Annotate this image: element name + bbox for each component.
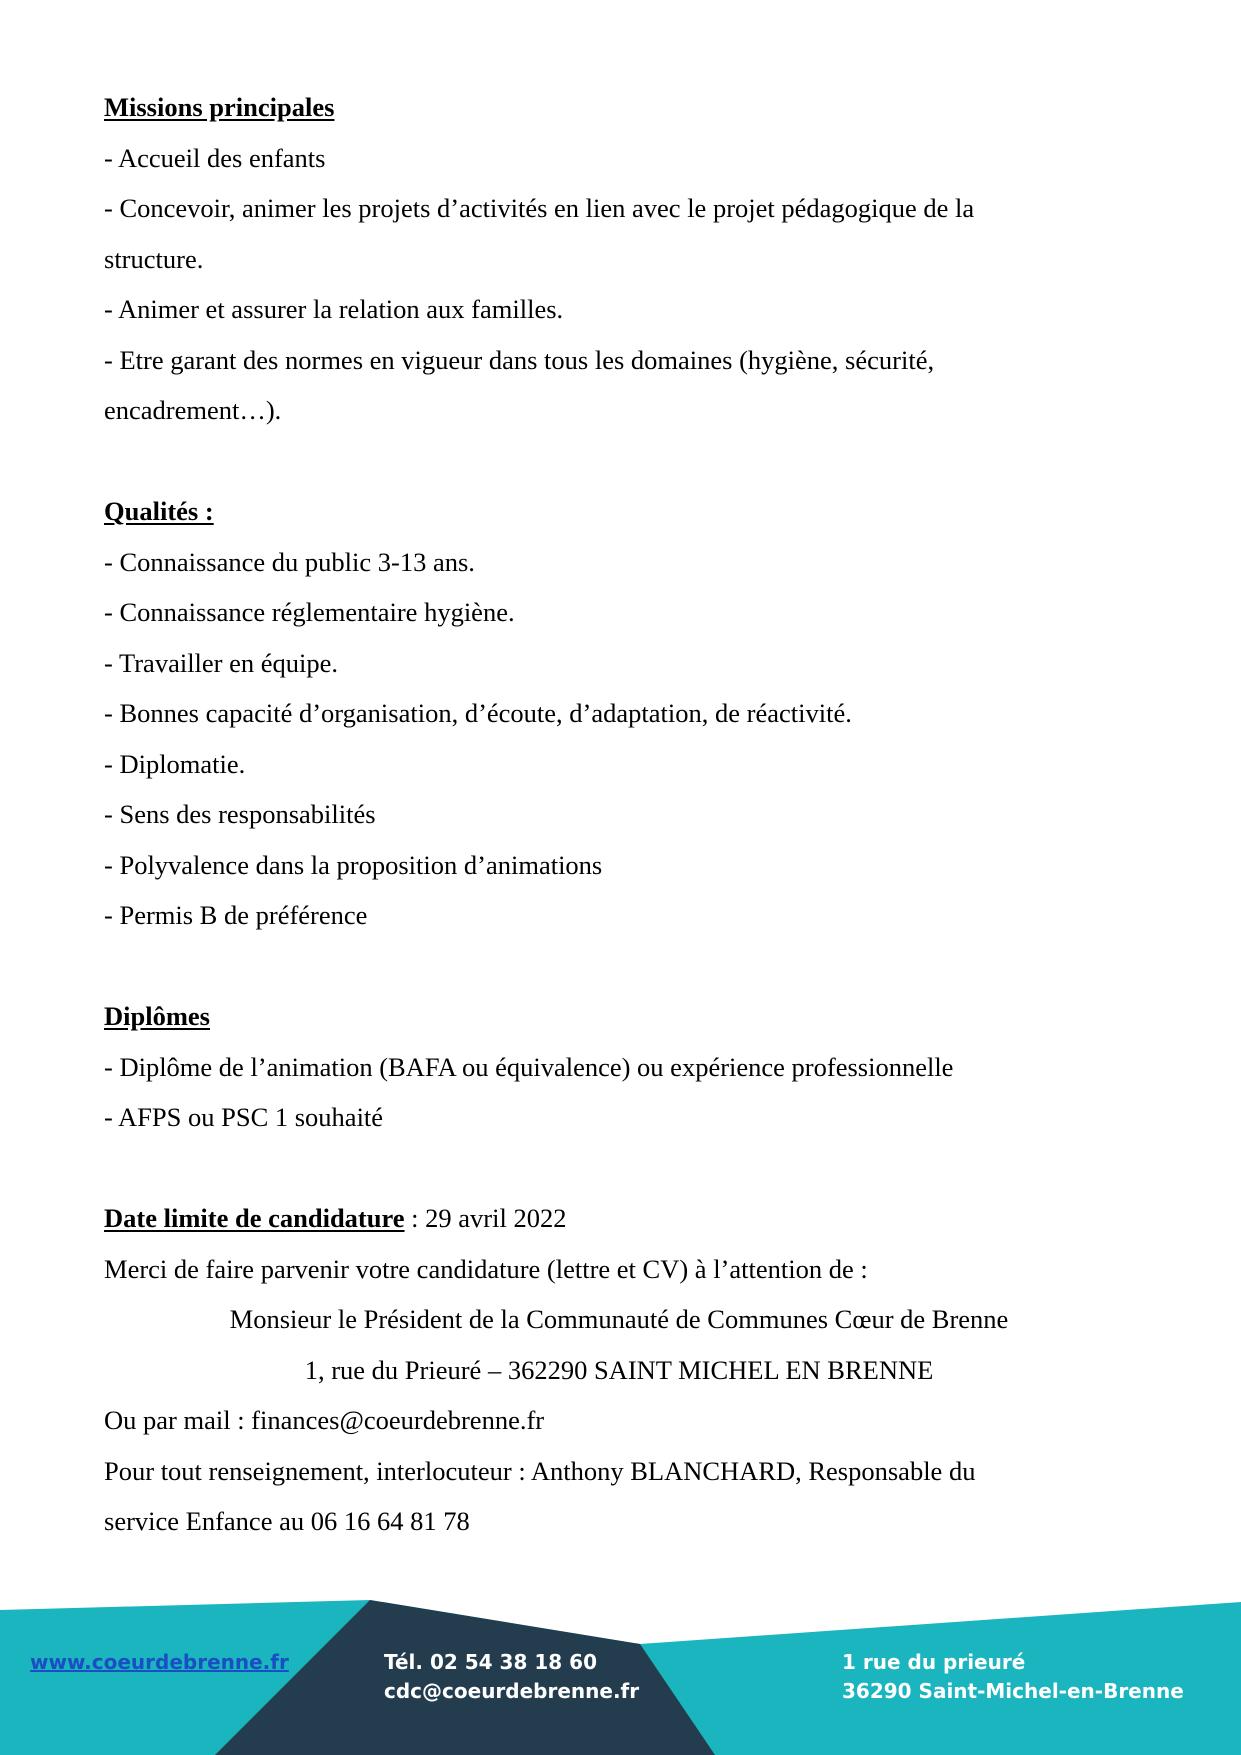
recipient-line <box>0 1294 1134 1345</box>
qualites-item: - Connaissance réglementaire hygiène. <box>104 597 515 627</box>
qualites-item: - Polyvalence dans la proposition d’animations <box>104 849 603 880</box>
recipient-name: Monsieur le Président de la Communauté de Communes Cœur de Brenne <box>229 1304 1009 1334</box>
contact-line-2: service Enfance au 06 16 64 81 78 <box>104 1506 470 1536</box>
missions-item: - Animer et assurer la relation aux familles. <box>104 294 564 324</box>
qualites-item: - Travailler en équipe. <box>104 647 339 678</box>
spacer <box>104 436 1144 487</box>
qualites-item: - Connaissance du public 3-13 ans. <box>104 546 475 577</box>
qualites-section <box>104 486 1144 537</box>
candidature-section <box>104 1193 1144 1244</box>
spacer <box>104 1143 1144 1194</box>
candidature-intro: Merci de faire parvenir votre candidature (lettre et CV) à l’attention de : <box>104 1253 868 1284</box>
diplomes-item: - AFPS ou PSC 1 souhaité <box>104 1102 384 1132</box>
footer-contact <box>384 1648 639 1706</box>
missions-item: - Etre garant des normes en vigueur dans tous les domaines (hygiène, sécurité, <box>104 344 935 375</box>
qualites-item: - Bonnes capacité d’organisation, d’écoute, d’adaptation, de réactivité. <box>104 698 852 728</box>
footer-email: cdc@coeurdebrenne.fr <box>384 1679 640 1703</box>
diplomes-item: - Diplôme de l’animation (BAFA ou équivalence) ou expérience professionnelle <box>104 1051 954 1082</box>
footer-address-city: 36290 Saint-Michel-en-Brenne <box>842 1679 1184 1703</box>
footer-address <box>842 1648 1184 1706</box>
qualites-item: - Sens des responsabilités <box>104 799 376 829</box>
diplomes-heading: Diplômes <box>104 1001 210 1031</box>
footer-address-street: 1 rue du prieuré <box>842 1650 1026 1674</box>
document-body <box>104 82 1144 1547</box>
spacer <box>104 941 1144 992</box>
missions-item: - Concevoir, animer les projets d’activités en lien avec le projet pédagogique de la <box>104 193 975 223</box>
qualites-item: - Diplomatie. <box>104 748 246 779</box>
mail-line: Ou par mail : finances@coeurdebrenne.fr <box>104 1405 545 1435</box>
diplomes-section <box>104 991 1144 1042</box>
missions-item: structure. <box>104 243 204 274</box>
qualites-heading: Qualités : <box>104 496 214 526</box>
missions-section <box>104 82 1144 133</box>
qualites-item: - Permis B de préférence <box>104 900 368 930</box>
website-link[interactable]: www.coeurdebrenne.fr <box>30 1650 289 1674</box>
candidature-date: : 29 avril 2022 <box>404 1203 567 1233</box>
footer-phone: Tél. 02 54 38 18 60 <box>384 1650 597 1674</box>
recipient-address-line <box>0 1345 1134 1396</box>
missions-heading: Missions principales <box>104 92 335 122</box>
missions-item: - Accueil des enfants <box>104 142 326 173</box>
candidature-heading: Date limite de candidature <box>104 1203 405 1233</box>
missions-item: encadrement…). <box>104 395 282 425</box>
recipient-address: 1, rue du Prieuré – 362290 SAINT MICHEL EN BRENNE <box>304 1354 934 1385</box>
contact-line: Pour tout renseignement, interlocuteur : Anthony BLANCHARD, Responsable du <box>104 1455 976 1486</box>
